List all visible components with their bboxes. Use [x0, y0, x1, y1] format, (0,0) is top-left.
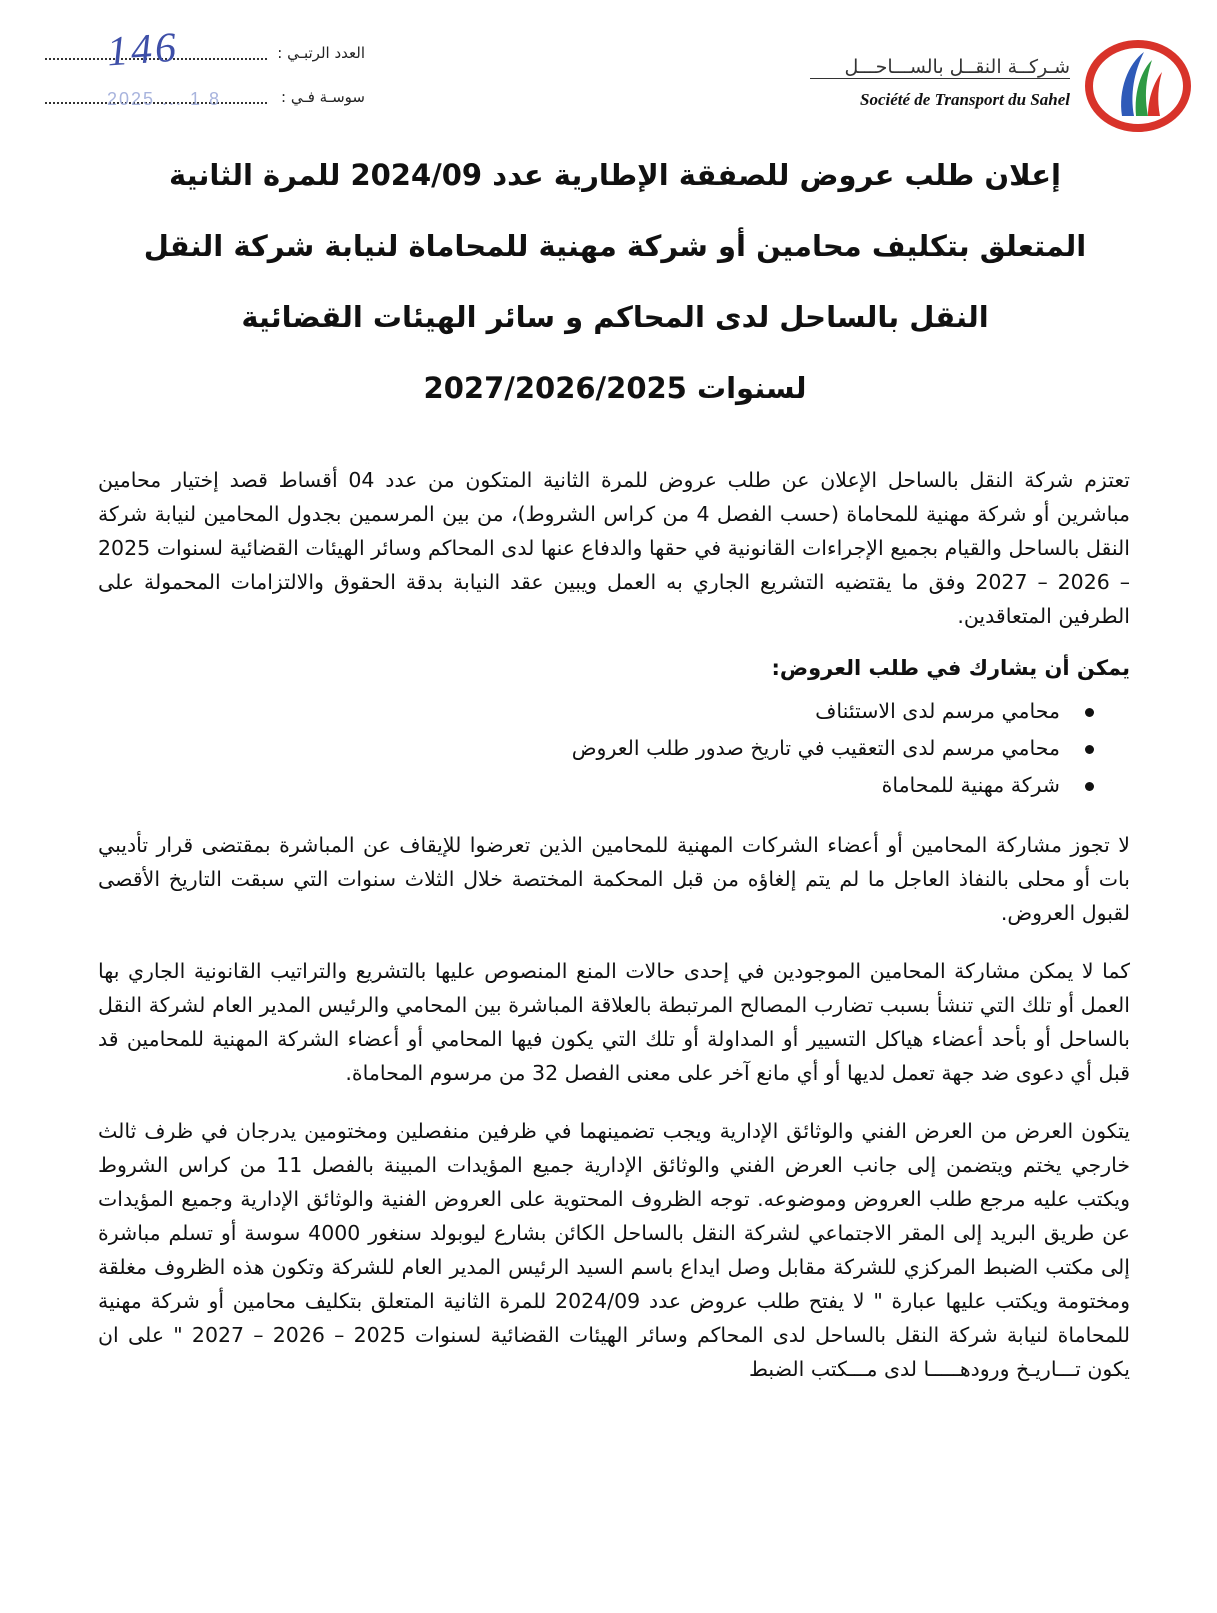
list-item: محامي مرسم لدى التعقيب في تاريخ صدور طلب العروض — [98, 730, 1060, 767]
company-name-fr: Société de Transport du Sahel — [860, 90, 1070, 109]
stss-logo-icon — [1082, 38, 1194, 134]
title-line: المتعلق بتكليف محامين أو شركة مهنية للمحاماة لنيابة شركة النقل — [143, 229, 1087, 263]
list-item: شركة مهنية للمحاماة — [98, 767, 1060, 804]
company-name-ar: شـركــة النقــل بالســـاحـــل — [844, 56, 1070, 78]
suspension-paragraph: لا تجوز مشاركة المحامين أو أعضاء الشركات المهنية للمحامين الذين تعرضوا للإيقاف عن المباشرة بمقتضى قرار تأديبي بات أو محلى بالنفاذ العاجل ما لم يتم إلغاؤه من قبل المحكمة المختصة خلال الثلاث سنوات التي سبقت التاريخ الأقصى لقبول العروض. — [98, 833, 1130, 925]
title-line: النقل بالساحل لدى المحاكم و سائر الهيئات القضائية — [241, 300, 989, 334]
handwritten-reference-number: 146 — [105, 24, 181, 76]
date-label: سوسـة فـي : — [281, 88, 365, 106]
bullet-icon — [1085, 745, 1094, 754]
intro-paragraph: تعتزم شركة النقل بالساحل الإعلان عن طلب عروض للمرة الثانية المتكون من عدد 04 أقساط قصد إختيار محامين مباشرين أو شركة مهنية للمحاماة (حسب الفصل 4 من كراس الشروط)، من بين المرسمين بجدول المحامين لنيابة شركة النقل بالساحل والقيام بجميع الإجراءات القانونية في حقها والدفاع عنها لدى المحاكم وسائر الهيئات القضائية لسنوات 2025 – 2026 – 2027 وفق ما يقتضيه التشريع الجاري به العمل ويبين عقد النيابة بدقة الحقوق والالتزامات المحمولة على الطرفين المتعاقدين. — [98, 468, 1130, 628]
title-line: لسنوات 2027/2026/2025 — [423, 371, 807, 405]
date-stamp: 2025 ... 1 8 — [107, 89, 222, 109]
bullet-icon — [1085, 708, 1094, 717]
reference-number-label: العدد الرتبـي : — [277, 44, 365, 62]
reference-number-row — [45, 24, 365, 78]
announcement-title — [120, 140, 1110, 424]
eligibility-heading: يمكن أن يشارك في طلب العروض: — [771, 656, 1130, 680]
eligibility-list — [98, 693, 1130, 804]
announcement-body — [98, 463, 1130, 1386]
title-line: إعلان طلب عروض للصفقة الإطارية عدد 2024/09 للمرة الثانية — [169, 158, 1061, 192]
company-underline — [810, 78, 1070, 79]
company-name-block — [790, 56, 1070, 110]
reference-block — [45, 24, 365, 122]
bullet-icon — [1085, 782, 1094, 791]
list-item: محامي مرسم لدى الاستئناف — [98, 693, 1060, 730]
conflict-paragraph: كما لا يمكن مشاركة المحامين الموجودين في إحدى حالات المنع المنصوص عليها بالتشريع والتراتيب القانونية الجاري بها العمل أو تلك التي تنشأ بسبب تضارب المصالح المرتبطة بالعلاقة المباشرة بين المحامي والرئيس المدير العام لشركة النقل بالساحل أو بأحد أعضاء هياكل التسيير أو المداولة أو تلك التي يكون فيها المحامي أو أعضاء الشركة المهنية للمحامين قد قبل أي دعوى ضد جهة تعمل لديها أو أي مانع آخر على معنى الفصل 32 من مرسوم المحاماة. — [98, 959, 1130, 1085]
submission-paragraph: يتكون العرض من العرض الفني والوثائق الإدارية ويجب تضمينهما في ظرفين منفصلين ومختومين يدرجان في ظرف ثالث خارجي يختم ويتضمن إلى جانب العرض الفني والوثائق الإدارية جميع المؤيدات المبينة بالفصل 11 من كراس الشروط ويكتب عليه مرجع طلب العروض وموضوعه. توجه الظروف المحتوية على العروض الفنية والوثائق الإدارية وجميع المؤيدات عن طريق البريد إلى المقر الاجتماعي لشركة النقل بالساحل الكائن بشارع ليوبولد سنغور 4000 سوسة أو تسلم مباشرة إلى مكتب الضبط المركزي للشركة مقابل وصل ايداع باسم السيد الرئيس المدير العام للشركة وتكون هذه الظروف مغلقة ومختومة ويكتب عليها عبارة " لا يفتح طلب عروض عدد 2024/09 للمرة الثانية المتعلق بتكليف محامين أو شركة مهنية للمحاماة لنيابة شركة النقل بالساحل لدى المحاكم وسائر الهيئات القضائية لسنوات 2025 – 2026 – 2027 " على ان يكون تـــاريـخ ورودهـــــا لدى مـــكتب الضبط — [98, 1119, 1131, 1381]
